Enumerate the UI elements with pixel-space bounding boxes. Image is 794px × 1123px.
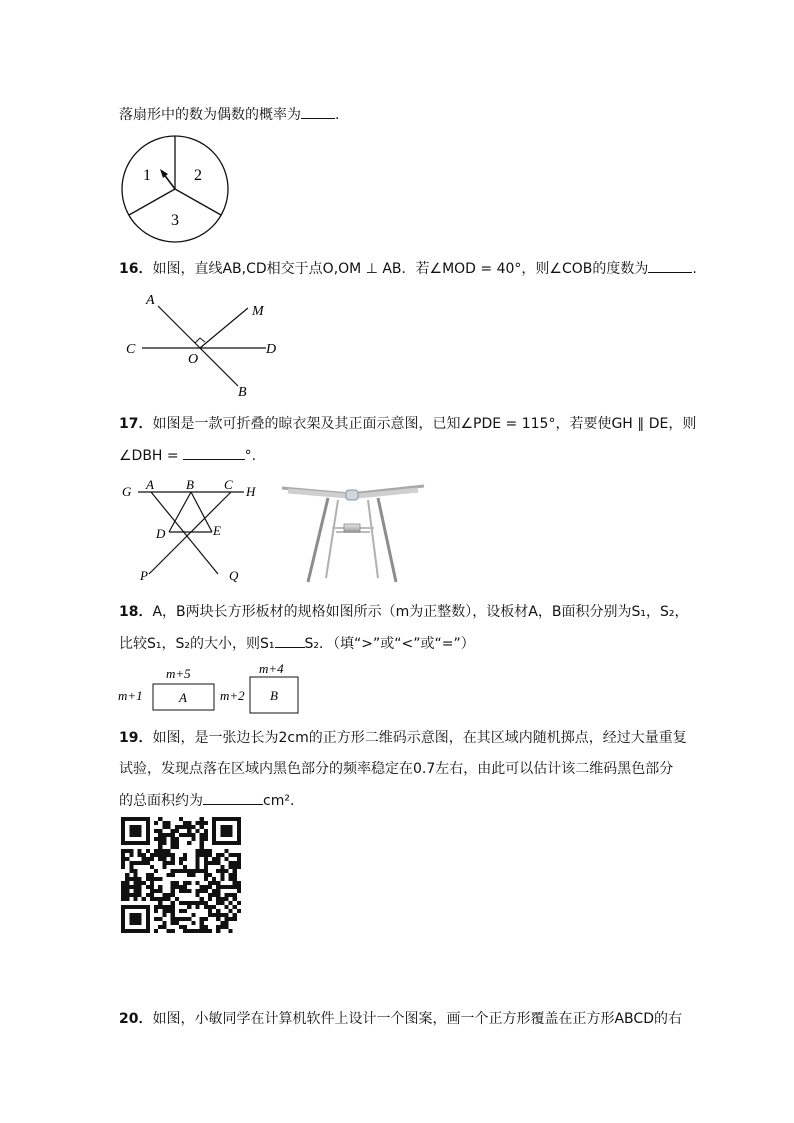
spinner-radius-right	[175, 189, 221, 215]
q16-text-end: .	[692, 261, 697, 277]
q19-text-3: 的总面积约为	[119, 793, 203, 809]
q20-text: 如图，小敏同学在计算机软件上设计一个图案，画一个正方形覆盖在正方形ABCD的右	[152, 1011, 682, 1027]
rack-leg-right	[378, 498, 396, 582]
q18-text-1: A，B两块长方形板材的规格如图所示（m为正整数），设板材A，B面积分别为S₁，S₂，	[152, 604, 689, 620]
q15-text: 落扇形中的数为偶数的概率为	[119, 107, 301, 123]
line-bd	[169, 492, 191, 532]
label-m: M	[252, 304, 264, 319]
rack-hinge	[346, 490, 358, 500]
line-ab	[158, 306, 238, 386]
q20-number: 20．	[119, 1011, 153, 1027]
board-a-label: A	[179, 690, 187, 705]
label-p: P	[140, 568, 148, 583]
q16-number: 16．	[119, 261, 153, 277]
label-h: H	[246, 484, 256, 499]
board-a-side-label: m+1	[118, 688, 143, 703]
q20-text-line	[119, 1009, 682, 1029]
rack-leg-left	[308, 498, 328, 582]
spinner-radius-left	[129, 189, 175, 215]
rack-leg-right-2	[368, 500, 378, 578]
q18-text-2b: S₂．（填“>”或“<”或“=”）	[304, 636, 475, 652]
label-b2: B	[186, 477, 194, 492]
q18-text-line-1	[119, 602, 688, 622]
spinner-arrow-icon	[160, 169, 168, 178]
spinner-label-2: 2	[194, 167, 202, 184]
q17-unit: °.	[244, 448, 257, 464]
spinner-figure	[118, 134, 232, 244]
q19-text-line-1	[119, 728, 687, 748]
line-be	[191, 492, 212, 532]
q18-answer-blank	[275, 633, 305, 648]
q18-text-2a: 比较S₁，S₂的大小，则S₁	[119, 636, 275, 652]
intersecting-lines-figure	[120, 288, 290, 400]
q19-answer-blank	[203, 790, 263, 805]
q19-text-2: 试验，发现点落在区域内黑色部分的频率稳定在0.7左右，由此可以估计该二维码黑色部分	[119, 761, 674, 777]
q16-text-line	[119, 258, 697, 279]
label-c2: C	[224, 477, 233, 492]
label-g: G	[122, 484, 132, 499]
qr-code-icon	[121, 817, 241, 933]
label-a: A	[146, 293, 155, 308]
board-a-top-label: m+5	[166, 666, 191, 681]
q17-answer-blank	[183, 445, 245, 460]
q17-text-line-1	[119, 414, 696, 434]
right-angle-mark	[195, 338, 205, 343]
q17-number: 17．	[119, 416, 153, 432]
q17-text-1: 如图是一款可折叠的晾衣架及其正面示意图，已知∠PDE = 115°，若要使GH ∥ DE，则	[152, 416, 697, 432]
label-d: D	[266, 342, 277, 357]
q17-text-2: ∠DBH =	[119, 448, 179, 464]
board-b-label: B	[270, 688, 278, 703]
spinner-label-1: 1	[143, 167, 151, 184]
ray-om	[200, 308, 248, 348]
q19-number: 19．	[119, 730, 153, 746]
q19-unit: cm².	[263, 793, 295, 809]
q18-number: 18．	[119, 604, 153, 620]
board-b-top-label: m+4	[259, 661, 284, 676]
label-d2: D	[156, 526, 166, 541]
q18-text-line-2	[119, 633, 475, 654]
label-o: O	[188, 352, 199, 367]
q19-text-line-2	[119, 759, 673, 779]
q15-text-line	[119, 104, 339, 125]
q16-answer-blank	[648, 258, 692, 273]
spinner-label-3: 3	[171, 212, 179, 229]
label-e: E	[213, 523, 221, 538]
label-q: Q	[229, 568, 239, 583]
label-a2: A	[146, 477, 154, 492]
boards-figure	[116, 660, 306, 716]
q15-text-end: .	[335, 107, 340, 123]
rack-joint	[344, 524, 360, 532]
q19-text-line-3	[119, 790, 294, 811]
drying-rack-diagram	[116, 474, 266, 586]
q16-text: 如图，直线AB,CD相交于点O,OM ⊥ AB．若∠MOD = 40°，则∠COB的度数为	[152, 261, 649, 277]
rack-leg-left-2	[326, 500, 338, 578]
q19-text-1: 如图，是一张边长为2cm的正方形二维码示意图，在其区域内随机掷点，经过大量重复	[152, 730, 687, 746]
label-c: C	[126, 342, 136, 357]
q17-text-line-2	[119, 445, 256, 466]
drying-rack-photo	[278, 482, 428, 586]
label-b: B	[238, 385, 247, 400]
board-b-side-label: m+2	[220, 688, 245, 703]
q15-answer-blank	[301, 104, 335, 119]
